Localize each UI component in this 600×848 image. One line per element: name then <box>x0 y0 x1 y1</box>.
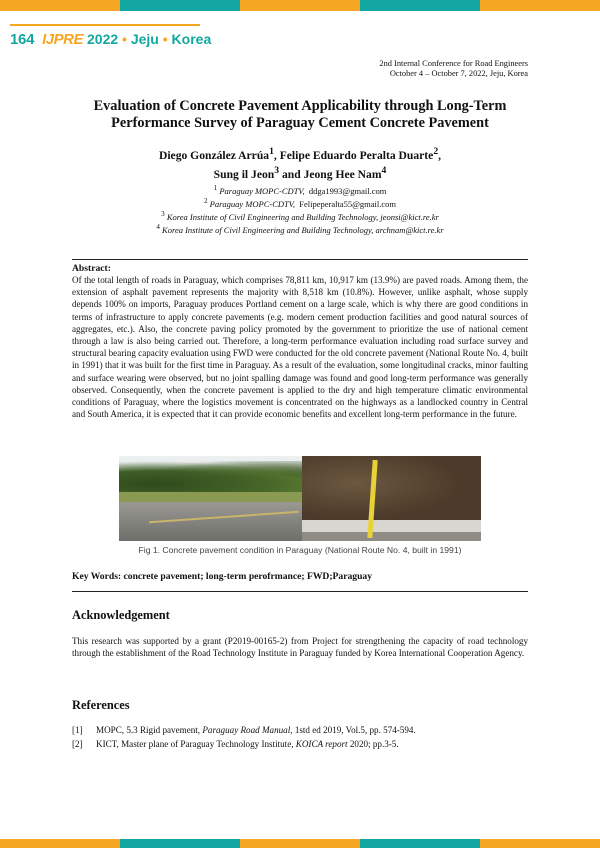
affiliation-4-org: Korea Institute of Civil Engineering and Building Technology, archnam@kict.re.kr <box>162 224 444 235</box>
bullet-dot-1: • <box>122 31 127 47</box>
affiliation-3-org: Korea Institute of Civil Engineering and Building Technology, jeonsi@kict.re.kr <box>166 211 439 222</box>
authors-line2 <box>70 163 530 182</box>
reference-1-post: , 1std ed 2019, Vol.5, pp. 574-594. <box>290 725 416 735</box>
reference-item <box>72 724 528 738</box>
header-accent-line <box>10 24 200 26</box>
divider-bottom <box>72 591 528 592</box>
affiliation-2 <box>70 196 530 209</box>
reference-2-post: 2020; pp.3-5. <box>347 738 399 749</box>
author-1-sup: 1 <box>269 146 274 157</box>
road-photo <box>119 456 302 541</box>
bullet-dot-2: • <box>162 31 168 47</box>
affiliation-2-email: Felipeperalta55@gmail.com <box>299 198 397 209</box>
conference-info-line2: October 4 – October 7, 2022, Jeju, Korea <box>389 69 528 78</box>
author-1: Diego González Arrúa <box>158 148 270 162</box>
author-list <box>70 144 530 182</box>
affiliation-3-num: 3 <box>161 210 165 219</box>
figure-1 <box>119 456 481 541</box>
bottom-color-bar <box>0 839 600 848</box>
reference-number: [1] <box>72 725 83 735</box>
author-4-sup: 4 <box>381 164 387 176</box>
pavement-core-photo <box>302 456 481 541</box>
affiliation-2-org: Paraguay MOPC-CDTV, <box>209 198 295 209</box>
author-2-sup: 2 <box>433 146 439 157</box>
reference-1-source: Paraguay Road Manual <box>202 725 291 735</box>
affiliation-4 <box>70 222 530 235</box>
acknowledgement-text: This research was supported by a grant (P2019-00165-2) from Project for strengthening the capacity of road technology through the establishment of the Road Technology Institute in Paraguay funded by Korea International Cooperation Agency. <box>72 636 528 659</box>
author-sep: , <box>438 148 442 162</box>
reference-1-pre: MOPC, 5.3 Rigid pavement, <box>96 725 203 735</box>
affiliation-1-org: Paraguay MOPC-CDTV, <box>219 185 305 196</box>
affiliation-4-num: 4 <box>156 223 160 232</box>
affiliation-2-num: 2 <box>203 197 208 206</box>
conference-info <box>379 59 528 79</box>
conference-tag <box>87 31 211 47</box>
affiliation-1-email: ddga1993@gmail.com <box>308 185 387 196</box>
reference-list <box>72 724 528 751</box>
affiliation-1 <box>70 183 530 196</box>
abstract-text: Of the total length of roads in Paraguay, which comprises 78,811 km, 10,917 km (13.9%) are paved roads. Among them, the extension of asphalt pavement represents the majority with 8,518 km (10.8%). However, unlike asphalt, whose supply depends 100% on imports, Paraguay produces Portland cement on a large scale, which is why there are good conditions in terms of infrastructure to apply concrete pavements (e.g. modern cement production facilities and good natural sources of aggregates, etc.). Also, the concrete paving policy promoted by the government to prioritize the use of national cement through a law is also being carried out. Therefore, a long-term performance evaluation including road surface survey and structural bearing capacity evaluation using FWD were conducted for the old concrete pavement (National Route No. 4, built in 1991) that it was built for the first time in Paraguay. As a result of the evaluation, some longitudinal cracks, minor faulting and surface wearing were observed, but no joint spalling damage was found and good long-term performance was generally observed. Consequently, when the concrete pavement is applied to the dry and high temperature climatic environmental conditions of Paraguay, where the logistics movement is concentrated on the highways as a landlocked country in Central and South America, it is expected that it can provide economic benefits and excellent long-term performance in the future. <box>72 275 528 420</box>
acknowledgement-heading: Acknowledgement <box>72 608 170 622</box>
paper-title <box>70 98 530 132</box>
page-header <box>10 29 211 49</box>
conference-city: Jeju <box>130 31 159 47</box>
top-color-bar <box>0 0 600 11</box>
title-line2: Performance Survey of Paraguay Cement Concrete Pavement <box>111 115 489 131</box>
author-2: , Felipe Eduardo Peralta Duarte <box>273 148 434 162</box>
affiliation-3 <box>70 209 530 222</box>
reference-text <box>96 738 399 752</box>
title-line1: Evaluation of Concrete Pavement Applicability through Long-Term <box>93 98 507 114</box>
page-number: 164 <box>10 30 35 48</box>
keywords: Key Words: concrete pavement; long-term perofrmance; FWD;Paraguay <box>72 571 372 582</box>
conference-country: Korea <box>171 31 212 47</box>
reference-number: [2] <box>72 738 83 749</box>
affiliations <box>70 183 530 235</box>
conference-info-line1: 2nd Internal Conference for Road Engineers <box>379 59 528 68</box>
reference-2-source: KOICA report <box>295 738 348 749</box>
conference-logo: IJPRE <box>42 30 83 48</box>
conference-year: 2022 <box>87 31 119 47</box>
author-4: and Jeong Hee Nam <box>279 167 382 181</box>
affiliation-1-num: 1 <box>213 184 218 192</box>
reference-2-pre: KICT, Master plane of Paraguay Technology Institute, <box>96 738 296 749</box>
reference-item <box>72 738 528 752</box>
author-3-sup: 3 <box>274 164 280 176</box>
abstract-heading: Abstract: <box>72 263 111 274</box>
reference-text <box>96 724 416 738</box>
figure-caption: Fig 1. Concrete pavement condition in Paraguay (National Route No. 4, built in 1991) <box>138 545 462 555</box>
references-heading: References <box>72 698 130 712</box>
divider-top <box>72 259 528 260</box>
authors-line1 <box>70 144 530 163</box>
author-3: Sung il Jeon <box>213 167 275 181</box>
